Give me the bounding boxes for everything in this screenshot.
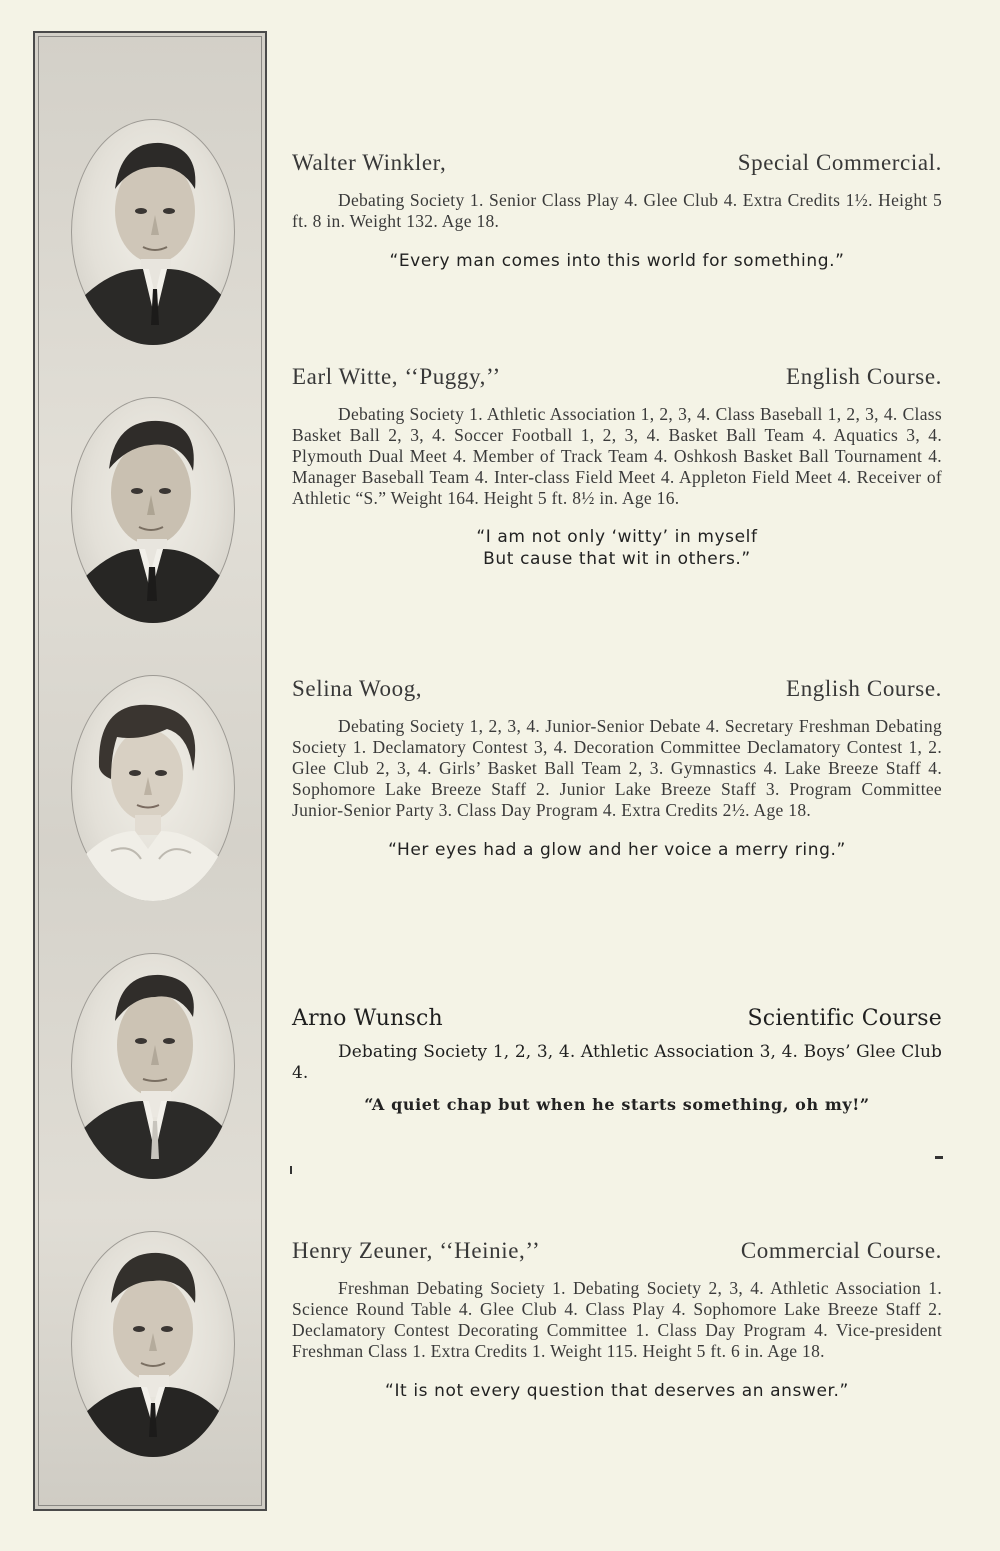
activity-record: Debating Society 1. Athletic Association 1, 2, 3, 4. Class Baseball 1, 2, 3, 4. Class Basket Ball 2, 3, 4. Soccer Football 1, 2, 3, 4. Basket Ball Team 4. Aquatics 3, 4. Plymouth Dual Meet 4. Member of Track Team 4. Oshkosh Basket Ball Tournament 4. Manager Baseball Team 4. Inter-class Field Meet 4. Appleton Field Meet 4. Receiver of Athletic “S.” Weight 164. Height 5 ft. 8½ in. Age 16. bbox=[292, 404, 942, 508]
portrait-young-man-suit-icon bbox=[71, 1231, 235, 1457]
course-name: Commercial Course. bbox=[740, 1238, 942, 1263]
student-quote: “Her eyes had a glow and her voice a merry ring.” bbox=[388, 840, 846, 860]
activity-record: Debating Society 1, 2, 3, 4. Junior-Senior Debate 4. Secretary Freshman Debating Society 1. Declamatory Contest 3, 4. Decoration Committee Declamatory Contest 1, 2. Glee Club 2, 3, 4. Girls’ Basket Ball Team 2, 3. Gymnastics 4. Lake Breeze Staff 4. Sophomore Lake Breeze Staff 2. Junior Lake Breeze Staff 3. Program Committee Junior-Senior Party 3. Class Day Program 4. Extra Credits 2½. Age 18. bbox=[292, 716, 942, 820]
portrait-young-man-suit-icon bbox=[71, 397, 235, 623]
portrait-young-man-suit-icon bbox=[71, 119, 235, 345]
student-entry bbox=[292, 676, 942, 861]
student-quote bbox=[292, 526, 942, 570]
student-name: Arno Wunsch bbox=[292, 1006, 443, 1031]
activity-record: Debating Society 1. Senior Class Play 4. Glee Club 4. Extra Credits 1½. Height 5 ft. 8 in. Weight 132. Age 18. bbox=[292, 190, 942, 231]
portrait-walter-winkler bbox=[71, 119, 235, 345]
portrait-selina-woog bbox=[71, 675, 235, 901]
print-speck bbox=[290, 1166, 292, 1174]
student-name: Selina Woog, bbox=[292, 676, 423, 701]
portrait-henry-zeuner bbox=[71, 1231, 235, 1457]
student-quote: “Every man comes into this world for something.” bbox=[389, 251, 845, 271]
portrait-earl-witte bbox=[71, 397, 235, 623]
print-speck bbox=[935, 1156, 943, 1159]
entry-heading bbox=[292, 1006, 942, 1040]
student-name: Earl Witte, ‘‘Puggy,’’ bbox=[292, 364, 501, 389]
student-name: Walter Winkler, bbox=[292, 150, 447, 175]
student-quote: “A quiet chap but when he starts something, oh my!” bbox=[364, 1095, 870, 1114]
student-entry bbox=[292, 150, 942, 272]
course-name: English Course. bbox=[786, 364, 942, 389]
photo-strip bbox=[33, 31, 267, 1511]
student-entry bbox=[292, 1006, 942, 1116]
course-name: Special Commercial. bbox=[737, 150, 942, 175]
activity-record: Freshman Debating Society 1. Debating Society 2, 3, 4. Athletic Association 1. Science Round Table 4. Glee Club 4. Class Play 4. Sophomore Lake Breeze Staff 2. Declamatory Contest Decorating Committee 1. Class Day Program 4. Vice-president Freshman Class 1. Extra Credits 1. Weight 115. Height 5 ft. 6 in. Age 18. bbox=[292, 1278, 942, 1361]
portrait-young-man-suit-icon bbox=[71, 953, 235, 1179]
quote-line: “I am not only ‘witty’ in myself bbox=[476, 527, 758, 547]
student-quote: “It is not every question that deserves an answer.” bbox=[385, 1381, 849, 1401]
entry-heading bbox=[292, 150, 942, 184]
entry-heading bbox=[292, 676, 942, 710]
portrait-young-woman-blouse-icon bbox=[71, 675, 235, 901]
student-name: Henry Zeuner, ‘‘Heinie,’’ bbox=[292, 1238, 541, 1263]
course-name: English Course. bbox=[786, 676, 942, 701]
activity-record: Debating Society 1, 2, 3, 4. Athletic Association 3, 4. Boys’ Glee Club 4. bbox=[292, 1042, 942, 1083]
student-entry bbox=[292, 1238, 942, 1402]
student-entry bbox=[292, 364, 942, 570]
portrait-arno-wunsch bbox=[71, 953, 235, 1179]
quote-line: But cause that wit in others.” bbox=[483, 549, 751, 569]
course-name: Scientific Course bbox=[747, 1006, 942, 1031]
entry-heading bbox=[292, 1238, 942, 1272]
entry-heading bbox=[292, 364, 942, 398]
